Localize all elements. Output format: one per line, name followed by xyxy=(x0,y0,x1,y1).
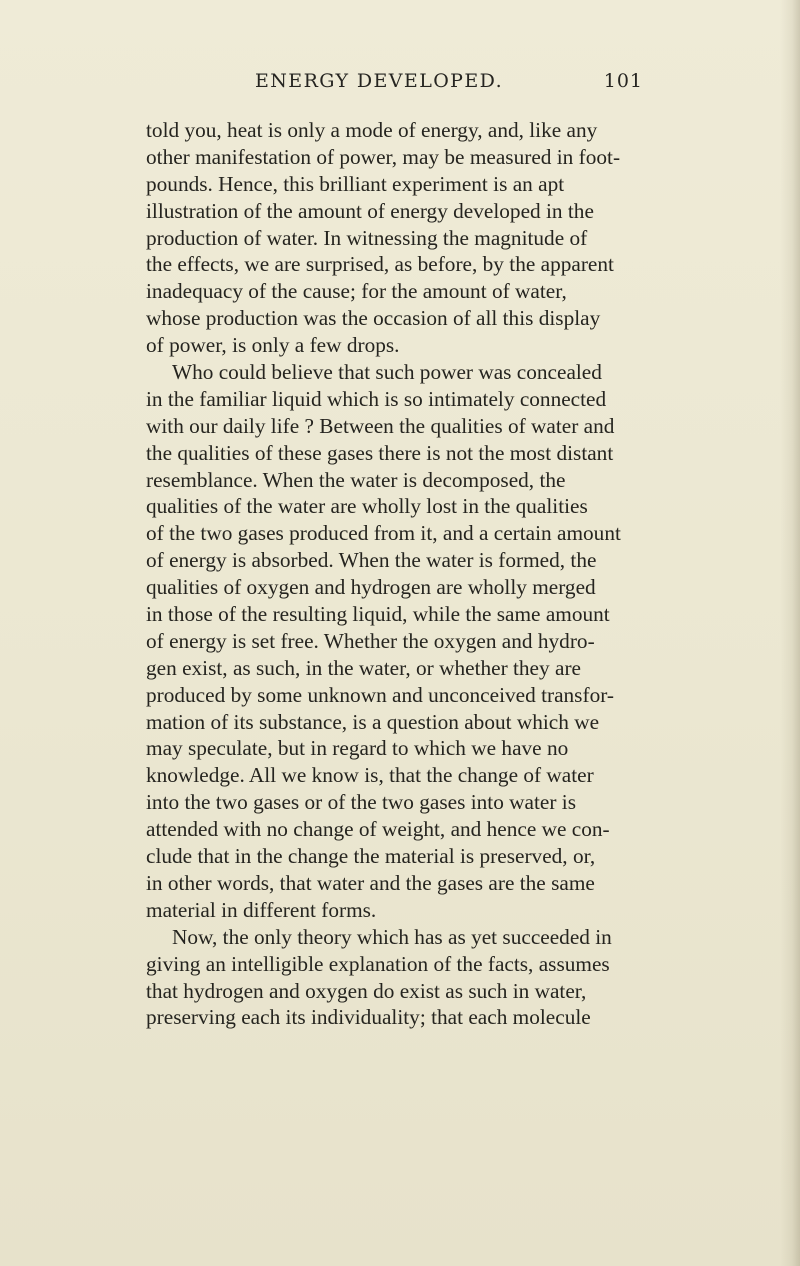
text-line: illustration of the amount of energy developed in the xyxy=(146,198,594,223)
text-line: clude that in the change the material is preserved, or, xyxy=(146,844,596,869)
text-line: attended with no change of weight, and hence we con- xyxy=(146,817,610,842)
text-line: of power, is only a few drops. xyxy=(146,333,400,358)
text-line: in the familiar liquid which is so intimately connected xyxy=(146,386,607,411)
text-line: knowledge. All we know is, that the change of water xyxy=(146,763,594,788)
paragraph-start-line: Now, the only theory which has as yet succeeded in xyxy=(172,924,612,949)
text-line: in those of the resulting liquid, while the same amount xyxy=(146,602,610,627)
text-line: mation of its substance, is a question about which we xyxy=(146,709,600,734)
text-line: the qualities of these gases there is not the most distant xyxy=(146,440,614,465)
text-line: giving an intelligible explanation of the facts, assumes xyxy=(146,951,610,976)
text-line: inadequacy of the cause; for the amount of water, xyxy=(146,279,567,304)
text-line: other manifestation of power, may be measured in foot- xyxy=(146,144,621,169)
text-line: that hydrogen and oxygen do exist as such in water, xyxy=(146,978,587,1003)
page-number: 101 xyxy=(603,70,643,92)
text-line: told you, heat is only a mode of energy, and, like any xyxy=(146,118,598,142)
text-line: of energy is set free. Whether the oxygen and hydro- xyxy=(146,628,595,653)
text-line: preserving each its individuality; that each molecule xyxy=(146,1005,591,1030)
text-line: production of water. In witnessing the magnitude of xyxy=(146,225,588,250)
body-text xyxy=(146,117,651,1031)
text-line: resemblance. When the water is decomposed, the xyxy=(146,467,566,492)
text-line: of energy is absorbed. When the water is formed, the xyxy=(146,548,597,573)
text-line: into the two gases or of the two gases into water is xyxy=(146,790,576,815)
text-line: with our daily life ? Between the qualities of water and xyxy=(146,413,615,438)
text-line: may speculate, but in regard to which we have no xyxy=(146,736,569,761)
text-line: material in different forms. xyxy=(146,897,377,922)
text-line: the effects, we are surprised, as before, by the apparent xyxy=(146,252,614,277)
text-line: pounds. Hence, this brilliant experiment is an apt xyxy=(146,171,565,196)
text-line: qualities of the water are wholly lost in the qualities xyxy=(146,494,588,519)
text-line: in other words, that water and the gases are the same xyxy=(146,870,595,895)
paragraph-start-line: Who could believe that such power was concealed xyxy=(172,360,602,385)
text-line: produced by some unknown and unconceived transfor- xyxy=(146,682,614,707)
text-line: qualities of oxygen and hydrogen are wholly merged xyxy=(146,575,596,600)
text-line: gen exist, as such, in the water, or whether they are xyxy=(146,655,581,680)
text-line: whose production was the occasion of all this display xyxy=(146,306,601,331)
running-title: ENERGY DEVELOPED. xyxy=(255,70,504,92)
page-edge-shadow xyxy=(780,0,800,1266)
page-header xyxy=(255,70,643,100)
text-line: of the two gases produced from it, and a certain amount xyxy=(146,521,621,546)
